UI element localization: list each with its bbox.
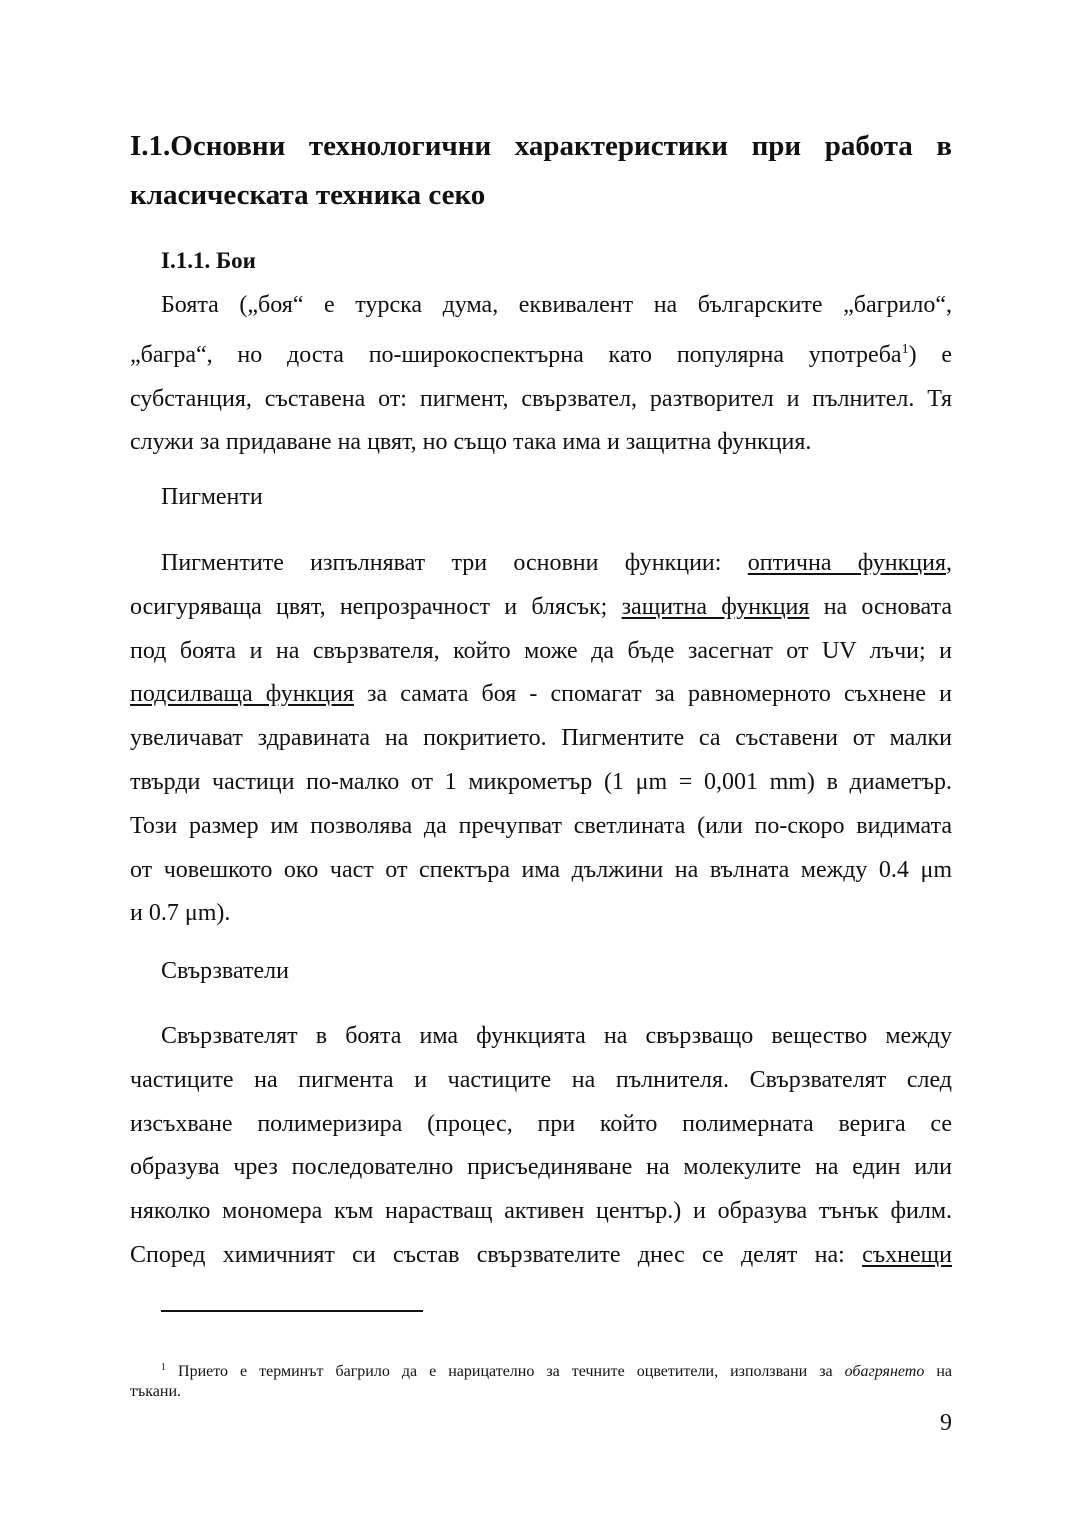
underlined-term: оптична функция [747, 550, 946, 576]
italic-term: обагрянето [844, 1363, 925, 1380]
text-span: на [924, 1363, 953, 1380]
text-line [130, 586, 952, 630]
text-line [130, 1234, 952, 1278]
binders-label: Свързватели [161, 958, 289, 984]
text-line: субстанция, съставена от: пигмент, свързвател, разтворител и пълнител. Тя [130, 385, 952, 412]
pigments-paragraph [130, 542, 952, 936]
intro-paragraph [130, 284, 952, 465]
footnote-ref[interactable]: 1 [901, 341, 909, 357]
text-span: „багра“, но доста по-широкоспектърна като популярна употреба [130, 341, 902, 368]
section-heading [130, 122, 952, 220]
footnote-number: 1 [161, 1362, 166, 1373]
footnote-separator [161, 1310, 423, 1312]
pigments-label: Пигменти [161, 484, 263, 510]
heading-line-2: класическата техника секо [130, 179, 486, 211]
text-line: изсъхване полимеризира (процес, при който полимерната верига се [130, 1110, 952, 1137]
text-line: увеличават здравината на покритието. Пигментите са съставени от малки [130, 725, 952, 752]
text-line: и 0.7 μm). [130, 900, 231, 927]
text-span: ) е [908, 341, 952, 368]
underlined-term: съхнещи [862, 1241, 952, 1268]
heading-line-1: I.1.Основни технологични характеристики при работа в [130, 130, 952, 162]
subsection-heading: I.1.1. Бои [161, 248, 256, 273]
footnote-line [130, 1358, 952, 1382]
underlined-term: защитна функция [621, 593, 810, 620]
text-line: от човешкото око част от спектъра има дължини на вълната между 0.4 μm [130, 856, 952, 883]
footnote [130, 1358, 952, 1402]
text-line: образува чрез последователно присъединяване на молекулите на един или [130, 1154, 952, 1181]
text-span: Прието е терминът багрило да е нарицателно за течните оцветители, използвани за [166, 1363, 845, 1380]
text-line [130, 673, 952, 717]
footnote-line: тъкани. [130, 1383, 182, 1400]
text-line: Свързвателят в боята има функцията на свързващо вещество между [161, 1023, 952, 1049]
text-line: служи за придаване на цвят, но също така има и защитна функция. [130, 429, 812, 456]
text-span: осигуряваща цвят, непрозрачност и блясък; [130, 593, 622, 620]
text-line [130, 542, 952, 586]
text-line: Боята („боя“ е турска дума, еквивалент на българските „багрило“, [161, 292, 952, 318]
text-line: твърди частици по-малко от 1 микрометър (1 μm = 0,001 mm) в диаметър. [130, 768, 952, 795]
text-line: частиците на пигмента и частиците на пълнителя. Свързвателят след [130, 1066, 952, 1093]
text-span: Според химичният си състав свързвателите днес се делят на: [130, 1241, 863, 1268]
text-line: Този размер им позволява да пречупват светлината (или по-скоро видимата [130, 812, 952, 839]
text-line: под боята и на свързвателя, който може да бъде засегнат от UV лъчи; и [130, 637, 952, 664]
underlined-term: подсилваща функция [130, 681, 354, 708]
text-span: , [945, 550, 952, 576]
text-span: на основата [809, 593, 952, 620]
text-line [130, 328, 952, 378]
binders-paragraph [130, 1015, 952, 1278]
text-span: Пигментите изпълняват три основни функции: [161, 550, 748, 576]
text-line: няколко мономера към нарастващ активен център.) и образува тънък филм. [130, 1198, 952, 1225]
text-span: за самата боя - спомагат за равномерното съхнене и [353, 681, 952, 708]
page-number: 9 [940, 1410, 952, 1436]
